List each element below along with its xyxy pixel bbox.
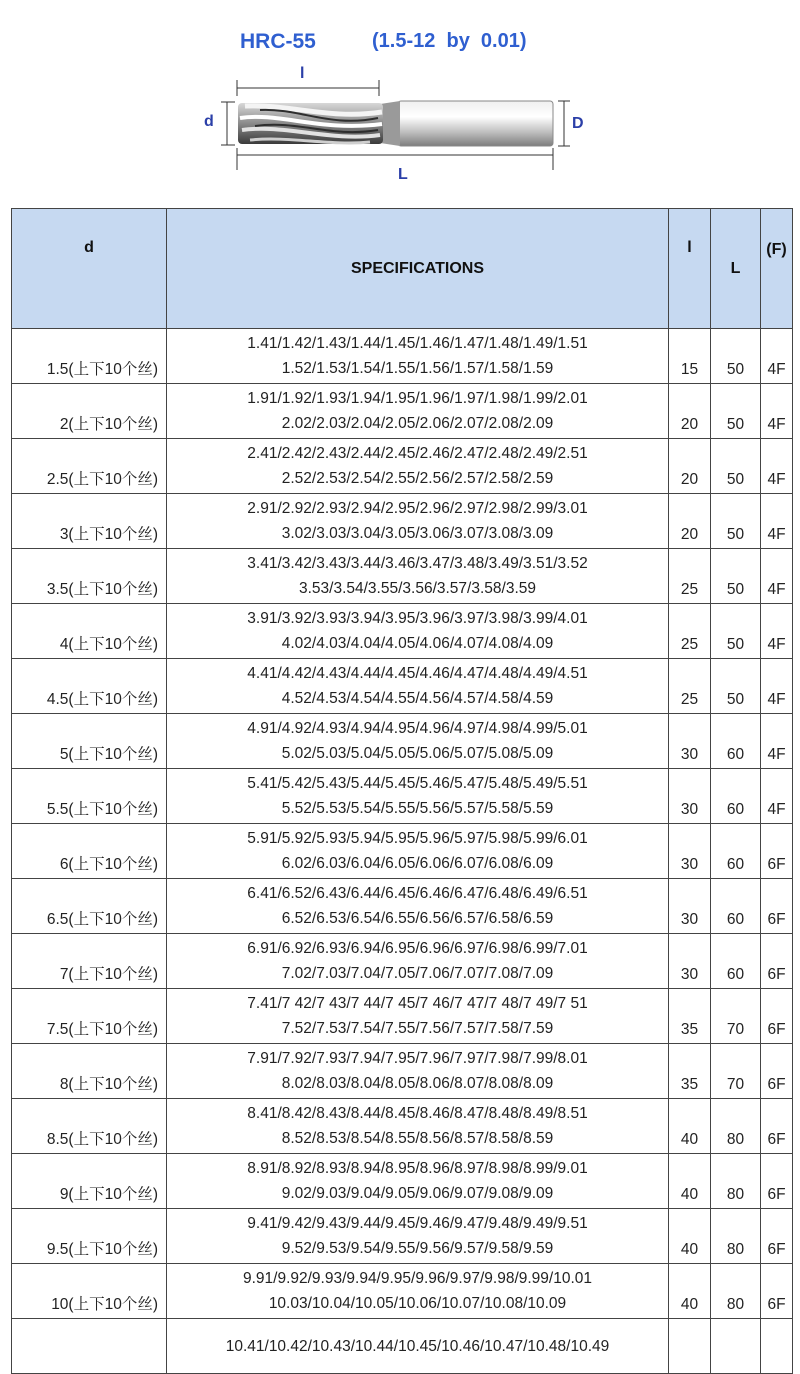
spec-line-2: 9.52/9.53/9.54/9.55/9.56/9.57/9.58/9.59	[281, 1240, 554, 1257]
flute-count-cell: 6F	[761, 1264, 793, 1319]
total-length-cell: 50	[711, 439, 761, 494]
spec-cell	[167, 989, 669, 1044]
spec-line-1: 7.91/7.92/7.93/7.94/7.95/7.96/7.97/7.98/7.99/8.01	[247, 1050, 588, 1067]
spec-cell	[167, 1154, 669, 1209]
spec-cell	[167, 659, 669, 714]
total-length-cell: 50	[711, 549, 761, 604]
total-length-cell: 60	[711, 769, 761, 824]
total-length-cell: 70	[711, 1044, 761, 1099]
spec-line-1: 7.41/7 42/7 43/7 44/7 45/7 46/7 47/7 48/7 49/7 51	[247, 995, 588, 1012]
spec-line-1: 9.91/9.92/9.93/9.94/9.95/9.96/9.97/9.98/9.99/10.01	[242, 1270, 593, 1287]
spec-line-2: 4.02/4.03/4.04/4.05/4.06/4.07/4.08/4.09	[281, 635, 554, 652]
total-length-cell: 50	[711, 659, 761, 714]
spec-line-1: 1.41/1.42/1.43/1.44/1.45/1.46/1.47/1.48/1.49/1.51	[247, 335, 588, 352]
flute-count-cell: 4F	[761, 494, 793, 549]
spec-line-1: 8.41/8.42/8.43/8.44/8.45/8.46/8.47/8.48/8.49/8.51	[247, 1105, 588, 1122]
diameter-cell: 5.5(上下10个丝)	[12, 769, 167, 824]
flute-length-cell: 30	[669, 824, 711, 879]
spec-line-1: 6.41/6.52/6.43/6.44/6.45/6.46/6.47/6.48/6.49/6.51	[247, 885, 588, 902]
table-row	[12, 769, 793, 824]
spec-line-1: 2.91/2.92/2.93/2.94/2.95/2.96/2.97/2.98/2.99/3.01	[247, 500, 588, 517]
table-header-row	[12, 209, 793, 329]
spec-line-1: 4.41/4.42/4.43/4.44/4.45/4.46/4.47/4.48/4.49/4.51	[247, 665, 588, 682]
spec-line-2: 4.52/4.53/4.54/4.55/4.56/4.57/4.58/4.59	[281, 690, 554, 707]
spec-cell	[167, 439, 669, 494]
spec-line-1: 9.41/9.42/9.43/9.44/9.45/9.46/9.47/9.48/9.49/9.51	[247, 1215, 588, 1232]
spec-line-2: 8.52/8.53/8.54/8.55/8.56/8.57/8.58/8.59	[281, 1130, 554, 1147]
flute-count-cell: 4F	[761, 329, 793, 384]
size-range-title: (1.5-12 by 0.01)	[372, 30, 527, 52]
table-body	[12, 329, 793, 1374]
spec-cell	[167, 1209, 669, 1264]
spec-line-2: 2.52/2.53/2.54/2.55/2.56/2.57/2.58/2.59	[281, 470, 554, 487]
flute-count-cell: 4F	[761, 549, 793, 604]
spec-line-2: 5.02/5.03/5.04/5.05/5.06/5.07/5.08/5.09	[281, 745, 554, 762]
table-row	[12, 659, 793, 714]
table-row	[12, 549, 793, 604]
table-row	[12, 384, 793, 439]
shank-diameter-label: D	[572, 115, 584, 132]
flute-count-cell	[761, 1319, 793, 1374]
flute-count-cell: 4F	[761, 714, 793, 769]
total-length-cell: 50	[711, 384, 761, 439]
flute-length-cell: 30	[669, 934, 711, 989]
total-length-cell: 80	[711, 1099, 761, 1154]
diameter-cell: 6(上下10个丝)	[12, 824, 167, 879]
flute-count-cell: 6F	[761, 824, 793, 879]
table-row	[12, 1044, 793, 1099]
spec-line-1: 5.41/5.42/5.43/5.44/5.45/5.46/5.47/5.48/5.49/5.51	[247, 775, 588, 792]
table-row	[12, 329, 793, 384]
spec-line-2: 6.52/6.53/6.54/6.55/6.56/6.57/6.58/6.59	[281, 910, 554, 927]
flute-length-cell: 25	[669, 659, 711, 714]
flute-length-cell: 25	[669, 549, 711, 604]
total-length-cell: 60	[711, 934, 761, 989]
diameter-cell: 4(上下10个丝)	[12, 604, 167, 659]
spec-line-1: 1.91/1.92/1.93/1.94/1.95/1.96/1.97/1.98/1.99/2.01	[247, 390, 588, 407]
diameter-cell: 7(上下10个丝)	[12, 934, 167, 989]
flute-length-cell: 20	[669, 494, 711, 549]
spec-cell	[167, 329, 669, 384]
diameter-cell: 2(上下10个丝)	[12, 384, 167, 439]
table-row	[12, 604, 793, 659]
diameter-cell	[12, 1319, 167, 1374]
flute-count-cell: 6F	[761, 934, 793, 989]
total-length-cell	[711, 1319, 761, 1374]
flute-count-cell: 4F	[761, 659, 793, 714]
col-spec-header: SPECIFICATIONS	[167, 209, 669, 329]
flute-count-cell: 6F	[761, 989, 793, 1044]
diameter-cell: 1.5(上下10个丝)	[12, 329, 167, 384]
col-L-header: L	[711, 209, 761, 329]
flute-length-cell: 35	[669, 1044, 711, 1099]
flute-length-cell: 15	[669, 329, 711, 384]
product-header	[0, 0, 800, 200]
flute-count-cell: 6F	[761, 1099, 793, 1154]
flute-count-cell: 6F	[761, 1044, 793, 1099]
flute-count-cell: 4F	[761, 384, 793, 439]
spec-cell	[167, 1099, 669, 1154]
flute-count-cell: 4F	[761, 604, 793, 659]
spec-line-1: 8.91/8.92/8.93/8.94/8.95/8.96/8.97/8.98/8.99/9.01	[247, 1160, 588, 1177]
spec-cell	[167, 1319, 669, 1374]
spec-line-2: 3.02/3.03/3.04/3.05/3.06/3.07/3.08/3.09	[281, 525, 554, 542]
spec-table	[11, 208, 793, 1374]
spec-cell	[167, 769, 669, 824]
total-length-cell: 70	[711, 989, 761, 1044]
flute-length-cell: 40	[669, 1154, 711, 1209]
diameter-cell: 10(上下10个丝)	[12, 1264, 167, 1319]
col-l-header: l	[669, 209, 711, 329]
spec-cell	[167, 714, 669, 769]
spec-cell	[167, 934, 669, 989]
total-length-cell: 60	[711, 824, 761, 879]
diameter-cell: 7.5(上下10个丝)	[12, 989, 167, 1044]
spec-cell	[167, 879, 669, 934]
diameter-d-label: d	[204, 113, 214, 130]
table-row	[12, 934, 793, 989]
spec-line-2: 10.03/10.04/10.05/10.06/10.07/10.08/10.09	[268, 1295, 567, 1312]
diameter-cell: 5(上下10个丝)	[12, 714, 167, 769]
spec-line-2: 9.02/9.03/9.04/9.05/9.06/9.07/9.08/9.09	[281, 1185, 554, 1202]
diameter-cell: 3(上下10个丝)	[12, 494, 167, 549]
spec-line-2: 3.53/3.54/3.55/3.56/3.57/3.58/3.59	[298, 580, 536, 597]
spec-cell	[167, 824, 669, 879]
spec-line-1: 10.41/10.42/10.43/10.44/10.45/10.46/10.47/10.48/10.49	[225, 1337, 610, 1355]
diameter-cell: 9(上下10个丝)	[12, 1154, 167, 1209]
table-row	[12, 1264, 793, 1319]
spec-line-2: 7.52/7.53/7.54/7.55/7.56/7.57/7.58/7.59	[281, 1020, 554, 1037]
col-d-header: d	[12, 209, 167, 329]
flute-count-cell: 6F	[761, 879, 793, 934]
flute-length-cell: 30	[669, 769, 711, 824]
spec-cell	[167, 1044, 669, 1099]
flute-length-cell: 40	[669, 1209, 711, 1264]
flute-length-cell: 30	[669, 714, 711, 769]
total-length-cell: 50	[711, 329, 761, 384]
col-f-header: (F)	[761, 209, 793, 329]
diameter-cell: 9.5(上下10个丝)	[12, 1209, 167, 1264]
diameter-cell: 4.5(上下10个丝)	[12, 659, 167, 714]
flute-length-cell: 20	[669, 439, 711, 494]
table-row	[12, 989, 793, 1044]
table-row	[12, 1209, 793, 1264]
table-row	[12, 714, 793, 769]
spec-line-2: 5.52/5.53/5.54/5.55/5.56/5.57/5.58/5.59	[281, 800, 554, 817]
total-length-cell: 50	[711, 494, 761, 549]
flute-length-cell: 30	[669, 879, 711, 934]
spec-cell	[167, 604, 669, 659]
table-row	[12, 439, 793, 494]
total-length-cell: 80	[711, 1154, 761, 1209]
spec-cell	[167, 494, 669, 549]
spec-cell	[167, 549, 669, 604]
flute-count-cell: 6F	[761, 1154, 793, 1209]
spec-line-1: 2.41/2.42/2.43/2.44/2.45/2.46/2.47/2.48/2.49/2.51	[247, 445, 588, 462]
spec-line-1: 6.91/6.92/6.93/6.94/6.95/6.96/6.97/6.98/6.99/7.01	[247, 940, 588, 957]
table-row	[12, 879, 793, 934]
total-length-cell: 50	[711, 604, 761, 659]
diameter-cell: 8.5(上下10个丝)	[12, 1099, 167, 1154]
table-row	[12, 1319, 793, 1374]
flute-length-cell	[669, 1319, 711, 1374]
spec-line-1: 3.91/3.92/3.93/3.94/3.95/3.96/3.97/3.98/3.99/4.01	[247, 610, 588, 627]
flute-length-cell: 35	[669, 989, 711, 1044]
flute-length-cell: 25	[669, 604, 711, 659]
spec-cell	[167, 384, 669, 439]
spec-line-1: 3.41/3.42/3.43/3.44/3.46/3.47/3.48/3.49/3.51/3.52	[247, 555, 588, 572]
spec-line-2: 8.02/8.03/8.04/8.05/8.06/8.07/8.08/8.09	[281, 1075, 554, 1092]
table-row	[12, 494, 793, 549]
flute-length-cell: 20	[669, 384, 711, 439]
spec-line-1: 5.91/5.92/5.93/5.94/5.95/5.96/5.97/5.98/5.99/6.01	[247, 830, 588, 847]
table-row	[12, 1154, 793, 1209]
total-length-cell: 60	[711, 714, 761, 769]
spec-line-2: 7.02/7.03/7.04/7.05/7.06/7.07/7.08/7.09	[281, 965, 554, 982]
spec-cell	[167, 1264, 669, 1319]
total-length-cell: 80	[711, 1209, 761, 1264]
spec-line-2: 2.02/2.03/2.04/2.05/2.06/2.07/2.08/2.09	[281, 415, 554, 432]
diameter-cell: 6.5(上下10个丝)	[12, 879, 167, 934]
spec-line-2: 6.02/6.03/6.04/6.05/6.06/6.07/6.08/6.09	[281, 855, 554, 872]
length-l-label: l	[300, 65, 305, 82]
hardness-title: HRC-55	[240, 30, 316, 53]
diameter-cell: 8(上下10个丝)	[12, 1044, 167, 1099]
flute-count-cell: 6F	[761, 1209, 793, 1264]
table-row	[12, 824, 793, 879]
total-length-cell: 80	[711, 1264, 761, 1319]
total-length-cell: 60	[711, 879, 761, 934]
flute-length-cell: 40	[669, 1264, 711, 1319]
table-row	[12, 1099, 793, 1154]
spec-line-1: 4.91/4.92/4.93/4.94/4.95/4.96/4.97/4.98/4.99/5.01	[247, 720, 588, 737]
spec-line-2: 1.52/1.53/1.54/1.55/1.56/1.57/1.58/1.59	[281, 360, 554, 377]
total-length-label: L	[398, 166, 408, 183]
diameter-cell: 2.5(上下10个丝)	[12, 439, 167, 494]
flute-length-cell: 40	[669, 1099, 711, 1154]
flute-count-cell: 4F	[761, 439, 793, 494]
flute-count-cell: 4F	[761, 769, 793, 824]
diameter-cell: 3.5(上下10个丝)	[12, 549, 167, 604]
